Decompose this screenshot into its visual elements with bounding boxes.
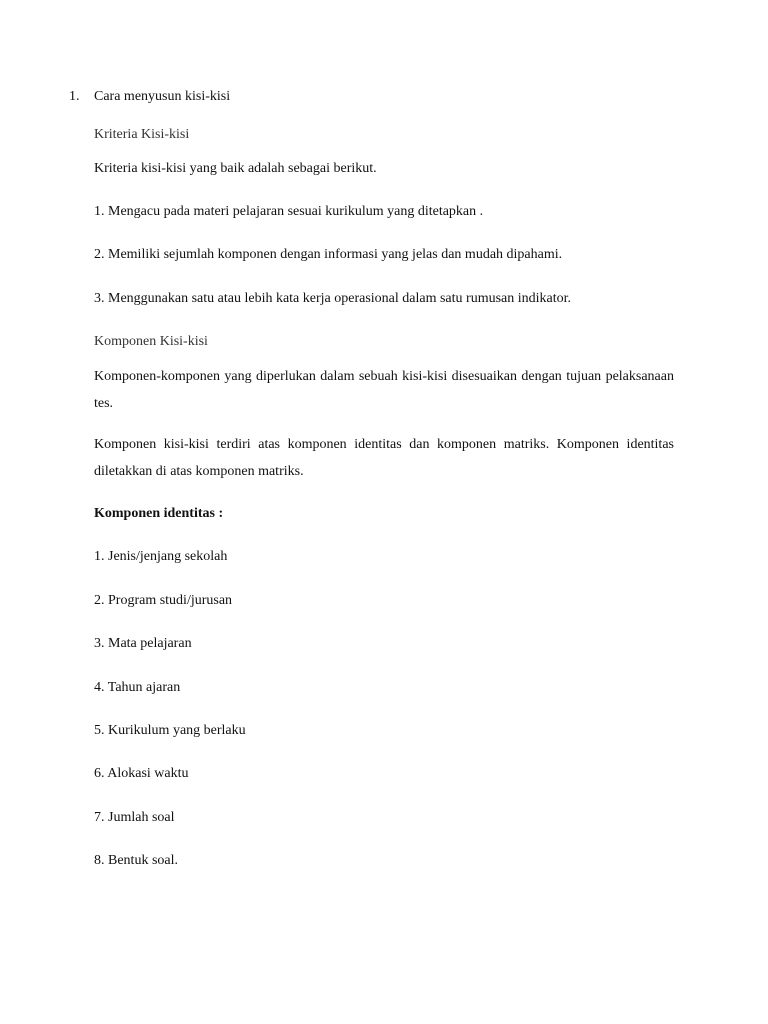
identitas-item: 1. Jenis/jenjang sekolah [94, 549, 228, 564]
komponen-paragraph-1: Komponen-komponen yang diperlukan dalam sebuah kisi-kisi disesuaikan dengan tujuan pelaksanaan tes. [94, 369, 674, 411]
identitas-item: 4. Tahun ajaran [94, 680, 181, 695]
identitas-item: 2. Program studi/jurusan [94, 593, 233, 608]
kriteria-item: 1. Mengacu pada materi pelajaran sesuai kurikulum yang ditetapkan . [94, 204, 484, 219]
kriteria-item: 3. Menggunakan satu atau lebih kata kerja operasional dalam satu rumusan indikator. [94, 291, 572, 306]
kriteria-item: 2. Memiliki sejumlah komponen dengan informasi yang jelas dan mudah dipahami. [94, 247, 563, 262]
komponen-paragraph-2: Komponen kisi-kisi terdiri atas komponen identitas dan komponen matriks. Komponen identitas diletakkan di atas komponen matriks. [94, 437, 674, 479]
identitas-item: 8. Bentuk soal. [94, 853, 178, 868]
identitas-item: 5. Kurikulum yang berlaku [94, 723, 246, 738]
identitas-item: 7. Jumlah soal [94, 810, 175, 825]
section-heading: Cara menyusun kisi-kisi [94, 89, 231, 104]
kriteria-intro: Kriteria kisi-kisi yang baik adalah sebagai berikut. [94, 161, 377, 176]
identitas-heading: Komponen identitas : [94, 506, 224, 521]
komponen-subheading: Komponen Kisi-kisi [94, 334, 208, 349]
identitas-item: 3. Mata pelajaran [94, 636, 192, 651]
identitas-item: 6. Alokasi waktu [94, 766, 189, 781]
kriteria-subheading: Kriteria Kisi-kisi [94, 127, 190, 142]
heading-number: 1. [69, 89, 80, 104]
